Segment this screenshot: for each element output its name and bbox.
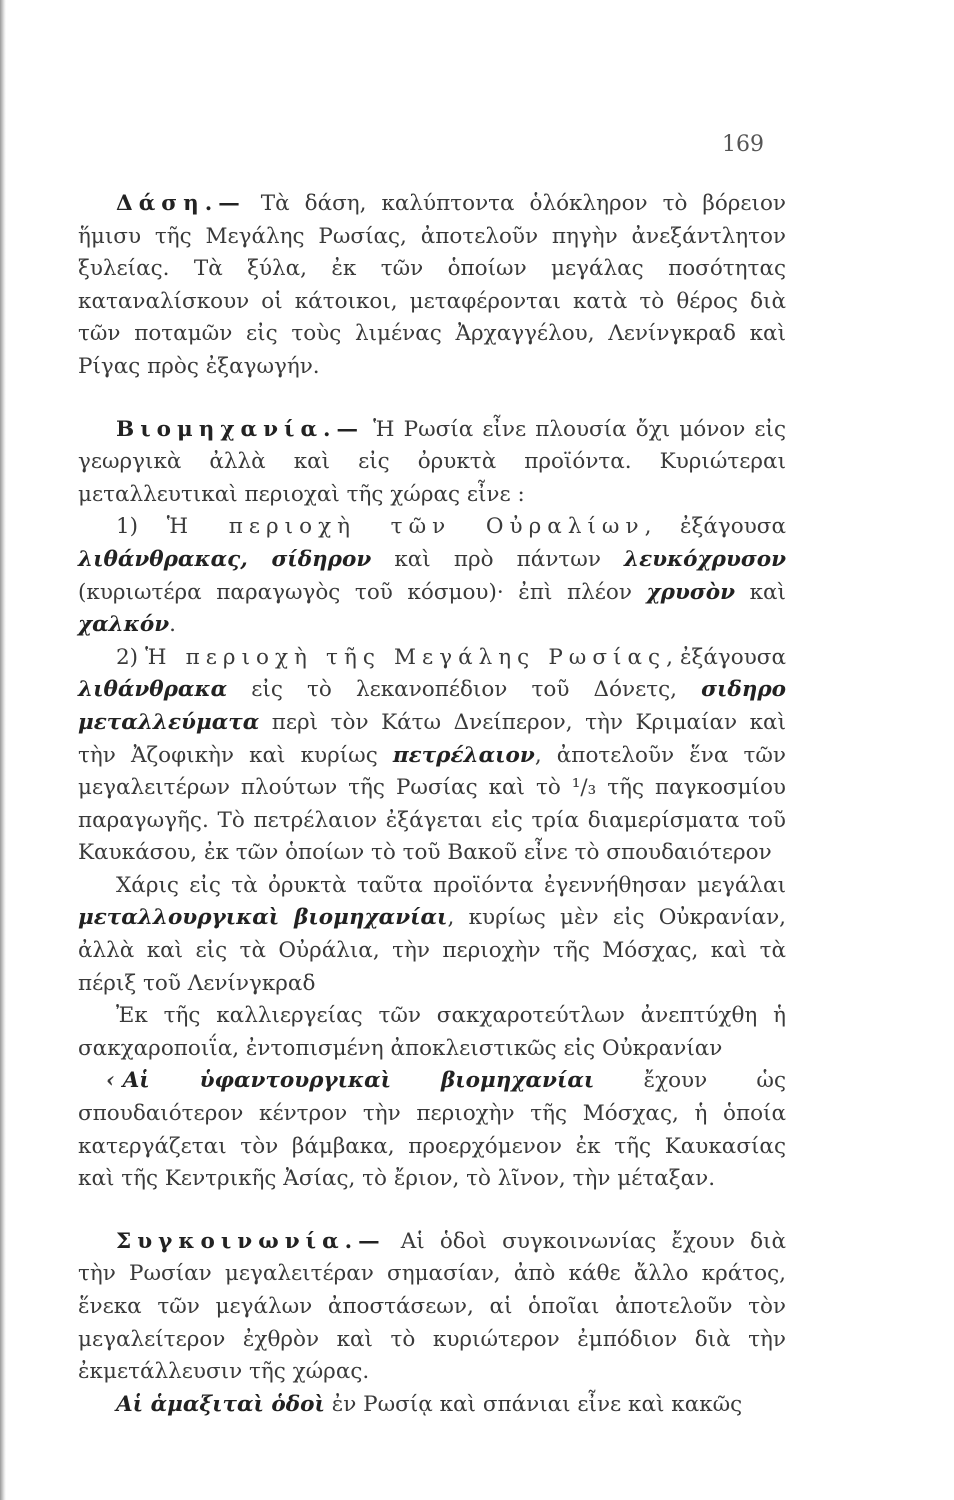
text-run: καὶ πρὸ πάντων <box>371 546 624 572</box>
text-run: ἔχουν ὡς σπουδαιότερον κέντρον τὴν περιοχὴν τῆς Μόσχας, ἡ ὁποία κατεργάζεται τὸν βάμβακα, προερχόμενον ἐκ τῆς Καυκασίας καὶ τῆς Κεντρικῆς Ἀσίας, τὸ ἔριον, τὸ λῖνον, τὴν μέταξαν. <box>78 1068 786 1192</box>
text-run: περὶ τὸν Κάτω Δνείπερον, τὴν Κριμαίαν καὶ τὴν Ἀζοφικὴν καὶ κυρίως <box>78 709 786 768</box>
text-run: , κυρίως μὲν εἰς Οὐκρανίαν, ἀλλὰ καὶ εἰς τὰ Οὐράλια, τὴν περιοχὴν τῆς Μόσχας, καὶ τὰ πέριξ τοῦ Λενίνγκραδ <box>78 905 786 996</box>
page-number: 169 <box>722 132 764 157</box>
body-text <box>78 188 786 1421</box>
item-label: Ἡ περιοχὴ τῶν Οὐραλίων <box>166 514 645 540</box>
text-run: , ἐξάγουσα <box>644 514 786 540</box>
emphasis: χαλκόν <box>78 612 170 638</box>
paragraph-sugar: Ἐκ τῆς καλλιεργείας τῶν σακχαροτεύτλων ἀνεπτύχθη ἡ σακχαροποιΐα, ἐντοπισμένη ἀποκλειστικῶς εἰς Οὐκρανίαν <box>78 1003 786 1061</box>
text-run: ἐν Ρωσίᾳ καὶ σπάνιαι εἶνε καὶ κακῶς <box>324 1391 743 1417</box>
section-heading-forests: Δάση.— <box>116 191 246 216</box>
fraction: ¹/₃ <box>571 775 597 801</box>
emphasis: σιδηρο μεταλλεύματα <box>78 677 786 735</box>
list-item-great-russia <box>78 642 786 870</box>
section-heading-industry: Βιομηχανία.— <box>116 416 365 442</box>
text-run: , ἀποτελοῦν ἕνα τῶν μεγαλειτέρων πλούτων τῆς Ρωσίας καὶ τὸ <box>78 742 787 801</box>
emphasis: λευκόχρυσον <box>624 546 786 572</box>
list-item-urals <box>78 511 786 641</box>
text-run: καὶ <box>735 579 786 605</box>
item-number: 1) <box>116 514 167 540</box>
emphasis: Αἱ ὑφαντουργικαὶ βιομηχανίαι <box>122 1068 595 1094</box>
text-run: Αἱ ὁδοὶ συγκοινωνίας ἔχουν διὰ τὴν Ρωσίαν μεγαλειτέραν σημασίαν, ἀπὸ κάθε ἄλλο κράτος, ἕνεκα τῶν μεγάλων ἀποστάσεων, αἱ ὁποῖαι ἀποτελοῦν τὸν μεγαλείτερον ἐχθρὸν καὶ τὸ κυριώτερον ἐμπόδιον διὰ τὴν ἐκμετάλλευσιν τῆς χώρας. <box>78 1228 786 1385</box>
emphasis: χρυσὸν <box>646 579 735 605</box>
paragraph-industry <box>78 414 786 512</box>
paragraph-roads <box>78 1389 786 1422</box>
emphasis: πετρέλαιον <box>392 742 535 768</box>
text-run: Τὰ δάση, καλύπτοντα ὁλόκληρον τὸ βόρειον ἥμισυ τῆς Μεγάλης Ρωσίας, ἀποτελοῦν πηγὴν ἀνεξάντλητον ξυλείας. Τὰ ξύλα, ἐκ τῶν ὁποίων μεγάλας ποσότητας καταναλίσκουν οἱ κάτοικοι, μεταφέρονται κατὰ τὸ θέρος διὰ τῶν ποταμῶν εἰς τοὺς λιμένας Ἀρχαγγέλου, Λενίνγκραδ καὶ Ρίγας πρὸς ἐξαγωγήν. <box>78 191 786 379</box>
text-run: . <box>169 612 176 638</box>
emphasis: λιθάνθρακας, σίδηρον <box>78 546 372 572</box>
paragraph-textiles <box>78 1065 786 1195</box>
paragraph-metallurgy <box>78 870 786 1000</box>
text-run: τῆς παγκοσμίου παραγωγῆς. Τὸ πετρέλαιον ἐξάγεται εἰς τρία διαμερίσματα τοῦ Καυκάσου, ἐκ τῶν ὁποίων τὸ τοῦ Βακοῦ εἶνε τὸ σπουδαιότερον <box>78 775 786 866</box>
margin-mark: ‹ <box>106 1068 115 1094</box>
emphasis: λιθάνθρακα <box>78 677 228 703</box>
emphasis: μεταλλουργικαὶ βιομηχανίαι <box>78 905 448 931</box>
text-run: Ἡ Ρωσία εἶνε πλουσία ὄχι μόνον εἰς γεωργικὰ ἀλλὰ καὶ εἰς ὀρυκτὰ προϊόντα. Κυριώτεραι μεταλλευτικαὶ περιοχαὶ τῆς χώρας εἶνε : <box>78 416 786 507</box>
section-heading-communications: Συγκοινωνία.— <box>116 1228 386 1254</box>
item-label: Ἡ περιοχὴ τῆς Μεγάλης Ρωσίας <box>145 644 667 670</box>
text-run: εἰς τὸ λεκανοπέδιον τοῦ Δόνετς, <box>227 677 702 703</box>
item-number: 2) <box>116 644 146 670</box>
text-run: , ἐξάγουσα <box>666 644 786 670</box>
text-run: (κυριωτέρα παραγωγὸς τοῦ κόσμου)· ἐπὶ πλέον <box>78 579 647 605</box>
page-edge-shadow <box>0 0 6 1500</box>
paragraph-forests <box>78 188 786 384</box>
emphasis: Αἱ ἁμαξιταὶ ὁδοὶ <box>116 1391 325 1417</box>
paragraph-communications <box>78 1226 786 1389</box>
text-run: Χάρις εἰς τὰ ὀρυκτὰ ταῦτα προϊόντα ἐγεννήθησαν μεγάλαι <box>116 872 786 898</box>
